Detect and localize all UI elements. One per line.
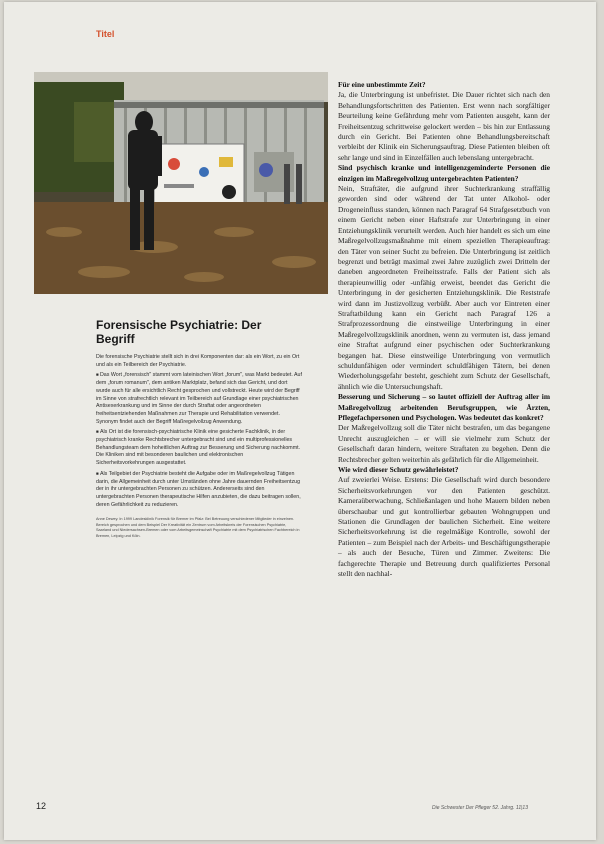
article-column — [338, 80, 550, 580]
answer-paragraph: Der Maßregelvollzug soll die Täter nicht bestrafen, um das begangene Unrecht auszugleichen – er will sie vielmehr zum Schutz der Gesellschaft daran hindern, weitere Straftaten zu begehen. Denn die Rechtsbrecher gelten weiterhin als gefährlich für die Allgemeinheit. — [338, 423, 550, 464]
sidebar-box — [96, 318, 302, 539]
author-caption: Anne Dewey. In 1999 Landesklinik Forensik für Bremer im Pfalz: Bei Betreuung verschiedener Mitglieder in einzelnen. Bereich gesprochen und dem Beispiel Der Kreativität ein Zentrum vom Arbeitskreis der Forensischen Psychiatrie, Saarland und Niedersachsen-Bremen oder vom Arbeitsgemeinschaft Psychiatrie mit dem Psychiatrischen Fachbereich in Bremen, Leipzig und Köln. — [96, 517, 300, 538]
answer-paragraph: Ja, die Unterbringung ist unbefristet. Die Dauer richtet sich nach den Behandlungsfortschritten des Patienten. Erst wenn nach sorgfältiger Beurteilung keine Gefährdung mehr vom Patienten ausgeht, kann der Freiheitsentzug schrittweise gelockert werden – bis hin zur Entlassung durch ein Gericht. Bei Patienten ohne Behandlungsbereitschaft verbleibt der Klinik ein Sicherungsauftrag. Diese Patienten bleiben oft sehr lange und sind in Einzelfällen auch lebenslang untergebracht. — [338, 90, 550, 162]
page-number: 12 — [36, 801, 47, 811]
magazine-page — [4, 2, 596, 840]
question-heading: Für eine unbestimmte Zeit? — [338, 80, 426, 89]
sidebar-paragraph: Die forensische Psychiatrie stellt sich in drei Komponenten dar: als ein Wort, zu ein Ort und als ein Teilbereich der Psychiatrie. — [96, 354, 300, 368]
answer-paragraph: Nein, Straftäter, die aufgrund ihrer Suchterkrankung straffällig geworden sind oder während der Tat unter Alkohol- oder Drogeneinfluss standen, können nach Paragraf 64 Strafgesetzbuch von einem Gericht neben einer Haftstrafe zur Unterbringung in einer Entziehungsklinik verurteilt werden. Auch hier handelt es sich um eine Maßregelvollzugsmaßnahme mit einem speziellen Therapieauftrag: den Täter von seiner Sucht zu befreien. Die Unterbringung ist zeitlich begrenzt und beträgt maximal zwei Jahre zuzüglich zwei Dritteln der daneben angeordneten Freiheitsstrafe. Falls der Patient sich als therapieunwillig oder -unfähig erweist, beendet das Gericht die Unterbringung in der gesicherten Entziehungsklinik. Die Reststrafe wird dann im Justizvollzug verbüßt. Aber auch vor Eintreten einer Straftatbildung kann ein Gericht nach Paragraf 126 a Strafprozessordnung die einstweilige Unterbringung in einer Maßregelvollzugsklinik anordnen, wenn zu vermuten ist, dass jemand eine Straftat aufgrund einer psychischen oder Suchterkrankung begangen hat. Diese einstweilige Unterbringung von vermutlich schuldunfähigen oder vermindert schuldfähigen Tätern, bei denen Wiederholungsgefahr besteht, geschieht zum Schutz der Gesellschaft, ähnlich wie die Untersuchungshaft. — [338, 184, 550, 391]
article-photo — [34, 72, 328, 294]
sidebar-bullet-paragraph: ■ Das Wort „forensisch" stammt vom lateinischen Wort „forum", was Markt bedeutet. Auf dem „forum romanum", dem antiken Marktplatz, befand sich das Gericht, und dort wurde auch für alle ersichtlich Recht gesprochen und vollstreckt. Heute wird der Begriff im Sinne von strafrechtlich relevant im Teilbereich auf Grundlage einer psychiatrischen Antisexerkrankung und im Sinne der durch Straftat oder angeordneten freiheitsentziehenden Maßnahmen zur Therapie und Rehabilitation verwendet. Synonym findet auch der Begriff Maßregelvollzug Anwendung. — [96, 371, 302, 426]
photo-illustration — [34, 72, 328, 294]
question-heading: Wie wird dieser Schutz gewährleistet? — [338, 465, 459, 475]
sidebar-bullet-paragraph: ■ Als Teilgebiet der Psychiatrie besteht die Aufgabe oder im Maßregelvollzug Tätigen darin, die Allgemeinheit durch unter Umständen ohne Jahre dauernden Freiheitsentzug der in ihr untergebrachten Personen zu schützen. Andererseits sind den untergebrachten Personen therapeutische Hilfen anzubieten, die dazu beitragen sollen, deren Gefährlichkeit zu reduzieren. — [96, 470, 302, 510]
publication-info: Die Schwester Der Pfleger 52. Jahrg. 11|13 — [432, 805, 528, 811]
sidebar-bullet-paragraph: ■ Als Ort ist die forensisch-psychiatrische Klinik eine gesicherte Fachklinik, in der psychiatrisch kranke Rechtsbrecher untergebracht sind und ein multiprofessionelles Behandlungsteam dem hoheitlichen Auftrag zur Besserung und Sicherung nachkommt. Die Kliniken sind mit besonderen baulichen und elektronischen Sicherheitsvorkehrungen ausgestattet. — [96, 428, 302, 468]
sidebar-text — [96, 354, 302, 509]
sidebar-title: Forensische Psychiatrie: Der Begriff — [96, 318, 262, 346]
section-label: Titel — [96, 29, 115, 39]
answer-paragraph: Auf zweierlei Weise. Erstens: Die Gesellschaft wird durch besondere Sicherheitsvorkehrungen vor den Patienten geschützt. Kameraüberwachung, Schließanlagen und hohe Mauern bilden neben überschaubar und gut kontrollierbar gebauten Wohngruppen und Stationen die Grundlagen der baulichen Sicherheit. Eine weitere Sicherheitsvorkehrung ist die regelmäßige Kontrolle, sowohl der Patienten – zum Beispiel nach der Arbeits- und Beschäftigungstherapie – als auch der Besuche, Türen und Zimmer. Zweitens: Die fachgerechte Therapie und Betreuung durch qualifiziertes Personal stellt den nachhal- — [338, 475, 550, 579]
question-heading: Besserung und Sicherung – so lautet offiziell der Auftrag aller im Maßregelvollzug arbeitenden Berufsgruppen, wie Ärzten, Pflegefachpersonen und Psychologen. Was bedeutet das konkret? — [338, 392, 550, 422]
question-heading: Sind psychisch kranke und intelligenzgeminderte Personen die einzigen im Maßregelvollzug untergebrachten Patienten? — [338, 163, 550, 183]
